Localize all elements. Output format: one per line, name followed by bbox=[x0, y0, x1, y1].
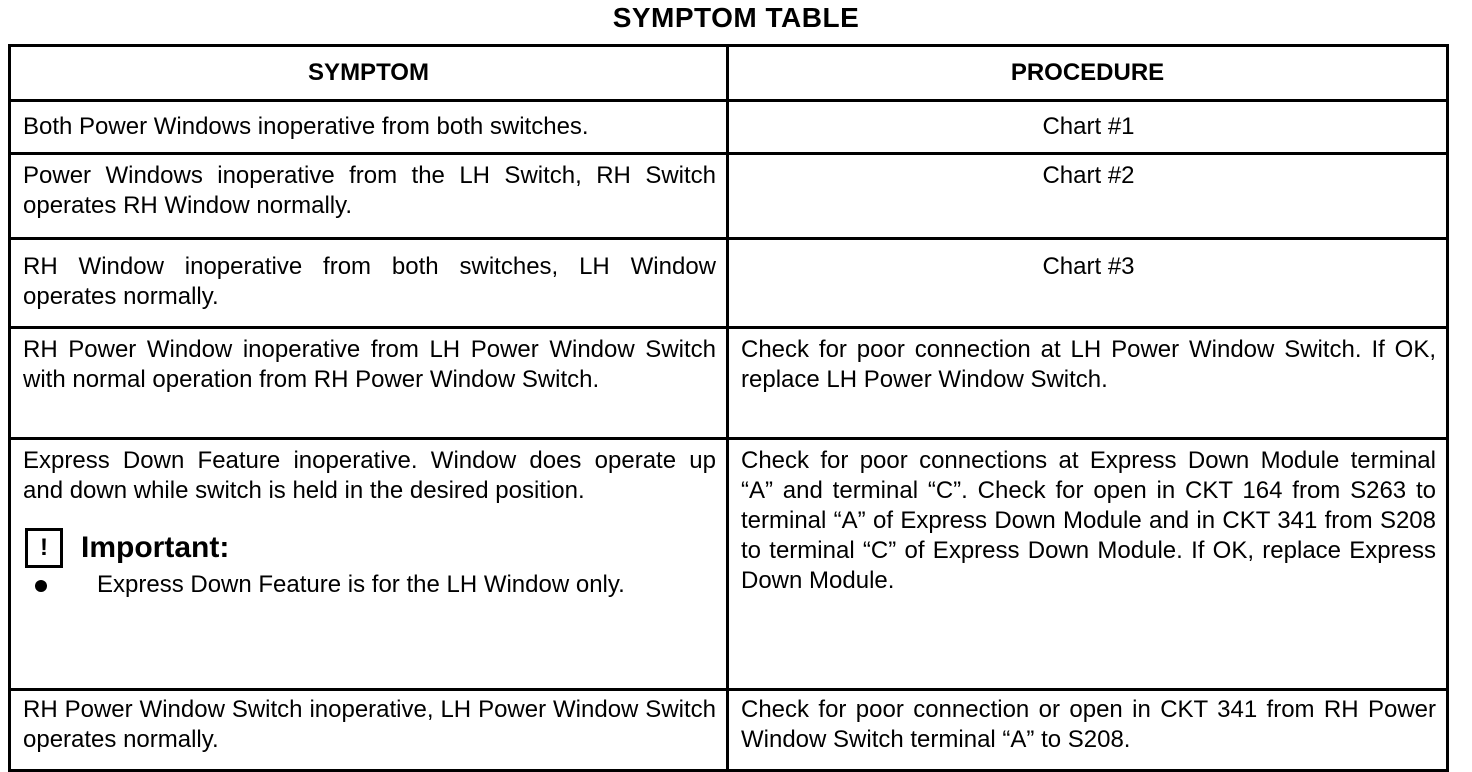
symptom-cell bbox=[10, 439, 728, 690]
table-row bbox=[10, 101, 1448, 154]
procedure-cell: Check for poor connection at LH Power Window Switch. If OK, replace LH Power Window Switch. bbox=[728, 328, 1448, 439]
symptom-header: SYMPTOM bbox=[10, 46, 728, 101]
table-row bbox=[10, 154, 1448, 239]
page-title: SYMPTOM TABLE bbox=[612, 2, 860, 33]
table-row bbox=[10, 239, 1448, 328]
symptom-cell: RH Power Window inoperative from LH Power Window Switch with normal operation from RH Power Window Switch. bbox=[10, 328, 728, 439]
symptom-cell: Power Windows inoperative from the LH Switch, RH Switch operates RH Window normally. bbox=[10, 154, 728, 239]
procedure-cell: Chart #3 bbox=[728, 239, 1448, 328]
symptom-cell: RH Power Window Switch inoperative, LH Power Window Switch operates normally. bbox=[10, 690, 728, 771]
table-row bbox=[10, 690, 1448, 771]
procedure-cell: Check for poor connection or open in CKT 341 from RH Power Window Switch terminal “A” to S208. bbox=[728, 690, 1448, 771]
important-note-text: Express Down Feature is for the LH Window only. bbox=[97, 571, 625, 598]
procedure-header: PROCEDURE bbox=[728, 46, 1448, 101]
procedure-cell: Chart #2 bbox=[728, 154, 1448, 239]
bullet-icon bbox=[35, 580, 47, 592]
table-header-row bbox=[10, 46, 1448, 101]
important-callout bbox=[23, 528, 716, 568]
symptom-table bbox=[8, 44, 1449, 772]
symptom-cell: Both Power Windows inoperative from both switches. bbox=[10, 101, 728, 154]
procedure-cell: Chart #1 bbox=[728, 101, 1448, 154]
table-row bbox=[10, 439, 1448, 690]
procedure-cell: Check for poor connections at Express Down Module terminal “A” and terminal “C”. Check for open in CKT 164 from S263 to terminal “A” of Express Down Module and in CKT 341 from S208 to terminal “C” of Express Down Module. If OK, replace Express Down Module. bbox=[728, 439, 1448, 690]
important-note bbox=[23, 570, 716, 600]
symptom-text: Express Down Feature inoperative. Window does operate up and down while switch is held in the desired position. bbox=[23, 447, 716, 504]
important-icon: ! bbox=[25, 528, 63, 568]
table-row bbox=[10, 328, 1448, 439]
important-label: Important: bbox=[81, 531, 230, 564]
symptom-cell: RH Window inoperative from both switches, LH Window operates normally. bbox=[10, 239, 728, 328]
